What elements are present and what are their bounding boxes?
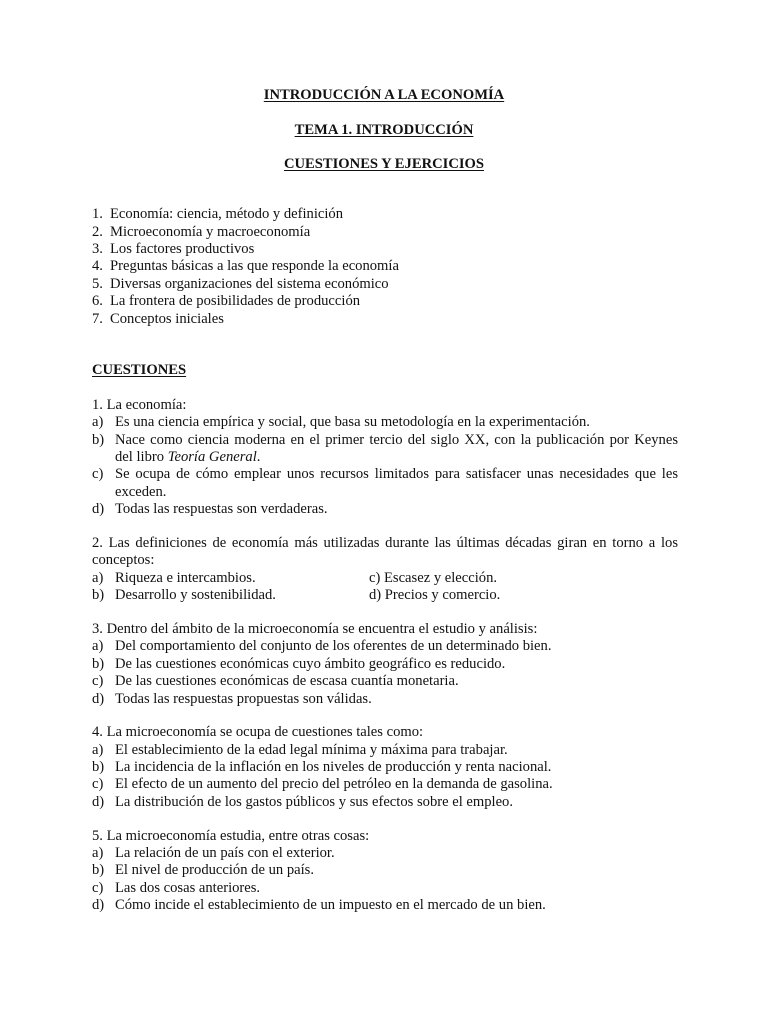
option-b-line1: Nace como ciencia moderna en el primer tercio del siglo XX, con la publicación por Keynes <box>115 432 678 448</box>
option-c: c) De las cuestiones económicas de escasa cuantía monetaria. <box>92 673 459 689</box>
option-b-label: b) <box>92 432 105 448</box>
option-d: d) La distribución de los gastos públicos y sus efectos sobre el empleo. <box>92 794 514 810</box>
question-stem: 4. La microeconomía se ocupa de cuestiones tales como: <box>92 724 424 740</box>
option-b: b) De las cuestiones económicas cuyo ámbito geográfico es reducido. <box>92 656 506 672</box>
document-title: INTRODUCCIÓN A LA ECONOMÍA <box>263 87 505 103</box>
book-title: Teoría General <box>167 449 257 465</box>
option-a: a) El establecimiento de la edad legal mínima y máxima para trabajar. <box>92 742 508 758</box>
option-d: d) Cómo incide el establecimiento de un impuesto en el mercado de un bien. <box>92 897 546 913</box>
topic-item: 5. Diversas organizaciones del sistema económico <box>92 276 389 292</box>
topic-item: 2. Microeconomía y macroeconomía <box>92 224 311 240</box>
topic-item: 6. La frontera de posibilidades de producción <box>92 293 361 309</box>
option-b: b) La incidencia de la inflación en los niveles de producción y renta nacional. <box>92 759 552 775</box>
question-stem: 1. La economía: <box>92 397 187 413</box>
topic-title: TEMA 1. INTRODUCCIÓN <box>294 122 474 138</box>
question-stem-line1: 2. Las definiciones de economía más utilizadas durante las últimas décadas giran en torno a los <box>92 535 678 551</box>
option-b: b) Desarrollo y sostenibilidad. <box>92 587 276 603</box>
option-a: a) La relación de un país con el exterior. <box>92 845 335 861</box>
topic-item: 3. Los factores productivos <box>92 241 255 257</box>
topic-item: 1. Economía: ciencia, método y definición <box>92 206 344 222</box>
option-a: a) Es una ciencia empírica y social, que basa su metodología en la experimentación. <box>92 414 590 430</box>
option-c: c) El efecto de un aumento del precio del petróleo en la demanda de gasolina. <box>92 776 553 792</box>
question-stem: 3. Dentro del ámbito de la microeconomía se encuentra el estudio y análisis: <box>92 621 538 637</box>
option-c: c) Las dos cosas anteriores. <box>92 880 261 896</box>
question-stem-line2: conceptos: <box>92 552 155 568</box>
question-stem: 5. La microeconomía estudia, entre otras cosas: <box>92 828 370 844</box>
option-c: c) Escasez y elección. <box>369 570 498 586</box>
section-title: CUESTIONES Y EJERCICIOS <box>283 156 485 172</box>
cuestiones-heading: CUESTIONES <box>92 362 187 378</box>
option-a: a) Del comportamiento del conjunto de los oferentes de un determinado bien. <box>92 638 552 654</box>
option-d: d) Precios y comercio. <box>369 587 501 603</box>
option-b: b) El nivel de producción de un país. <box>92 862 314 878</box>
option-a: a) Riqueza e intercambios. <box>92 570 256 586</box>
topic-item: 7. Conceptos iniciales <box>92 311 224 327</box>
topic-item: 4. Preguntas básicas a las que responde la economía <box>92 258 399 274</box>
option-d: d) Todas las respuestas son verdaderas. <box>92 501 328 517</box>
option-c-label: c) <box>92 466 104 482</box>
option-d: d) Todas las respuestas propuestas son válidas. <box>92 691 372 707</box>
option-b-line2: del libro Teoría General. <box>115 449 261 465</box>
option-c-line2: exceden. <box>115 484 167 500</box>
option-c-line1: Se ocupa de cómo emplear unos recursos limitados para satisfacer unas necesidades que les <box>115 466 678 482</box>
